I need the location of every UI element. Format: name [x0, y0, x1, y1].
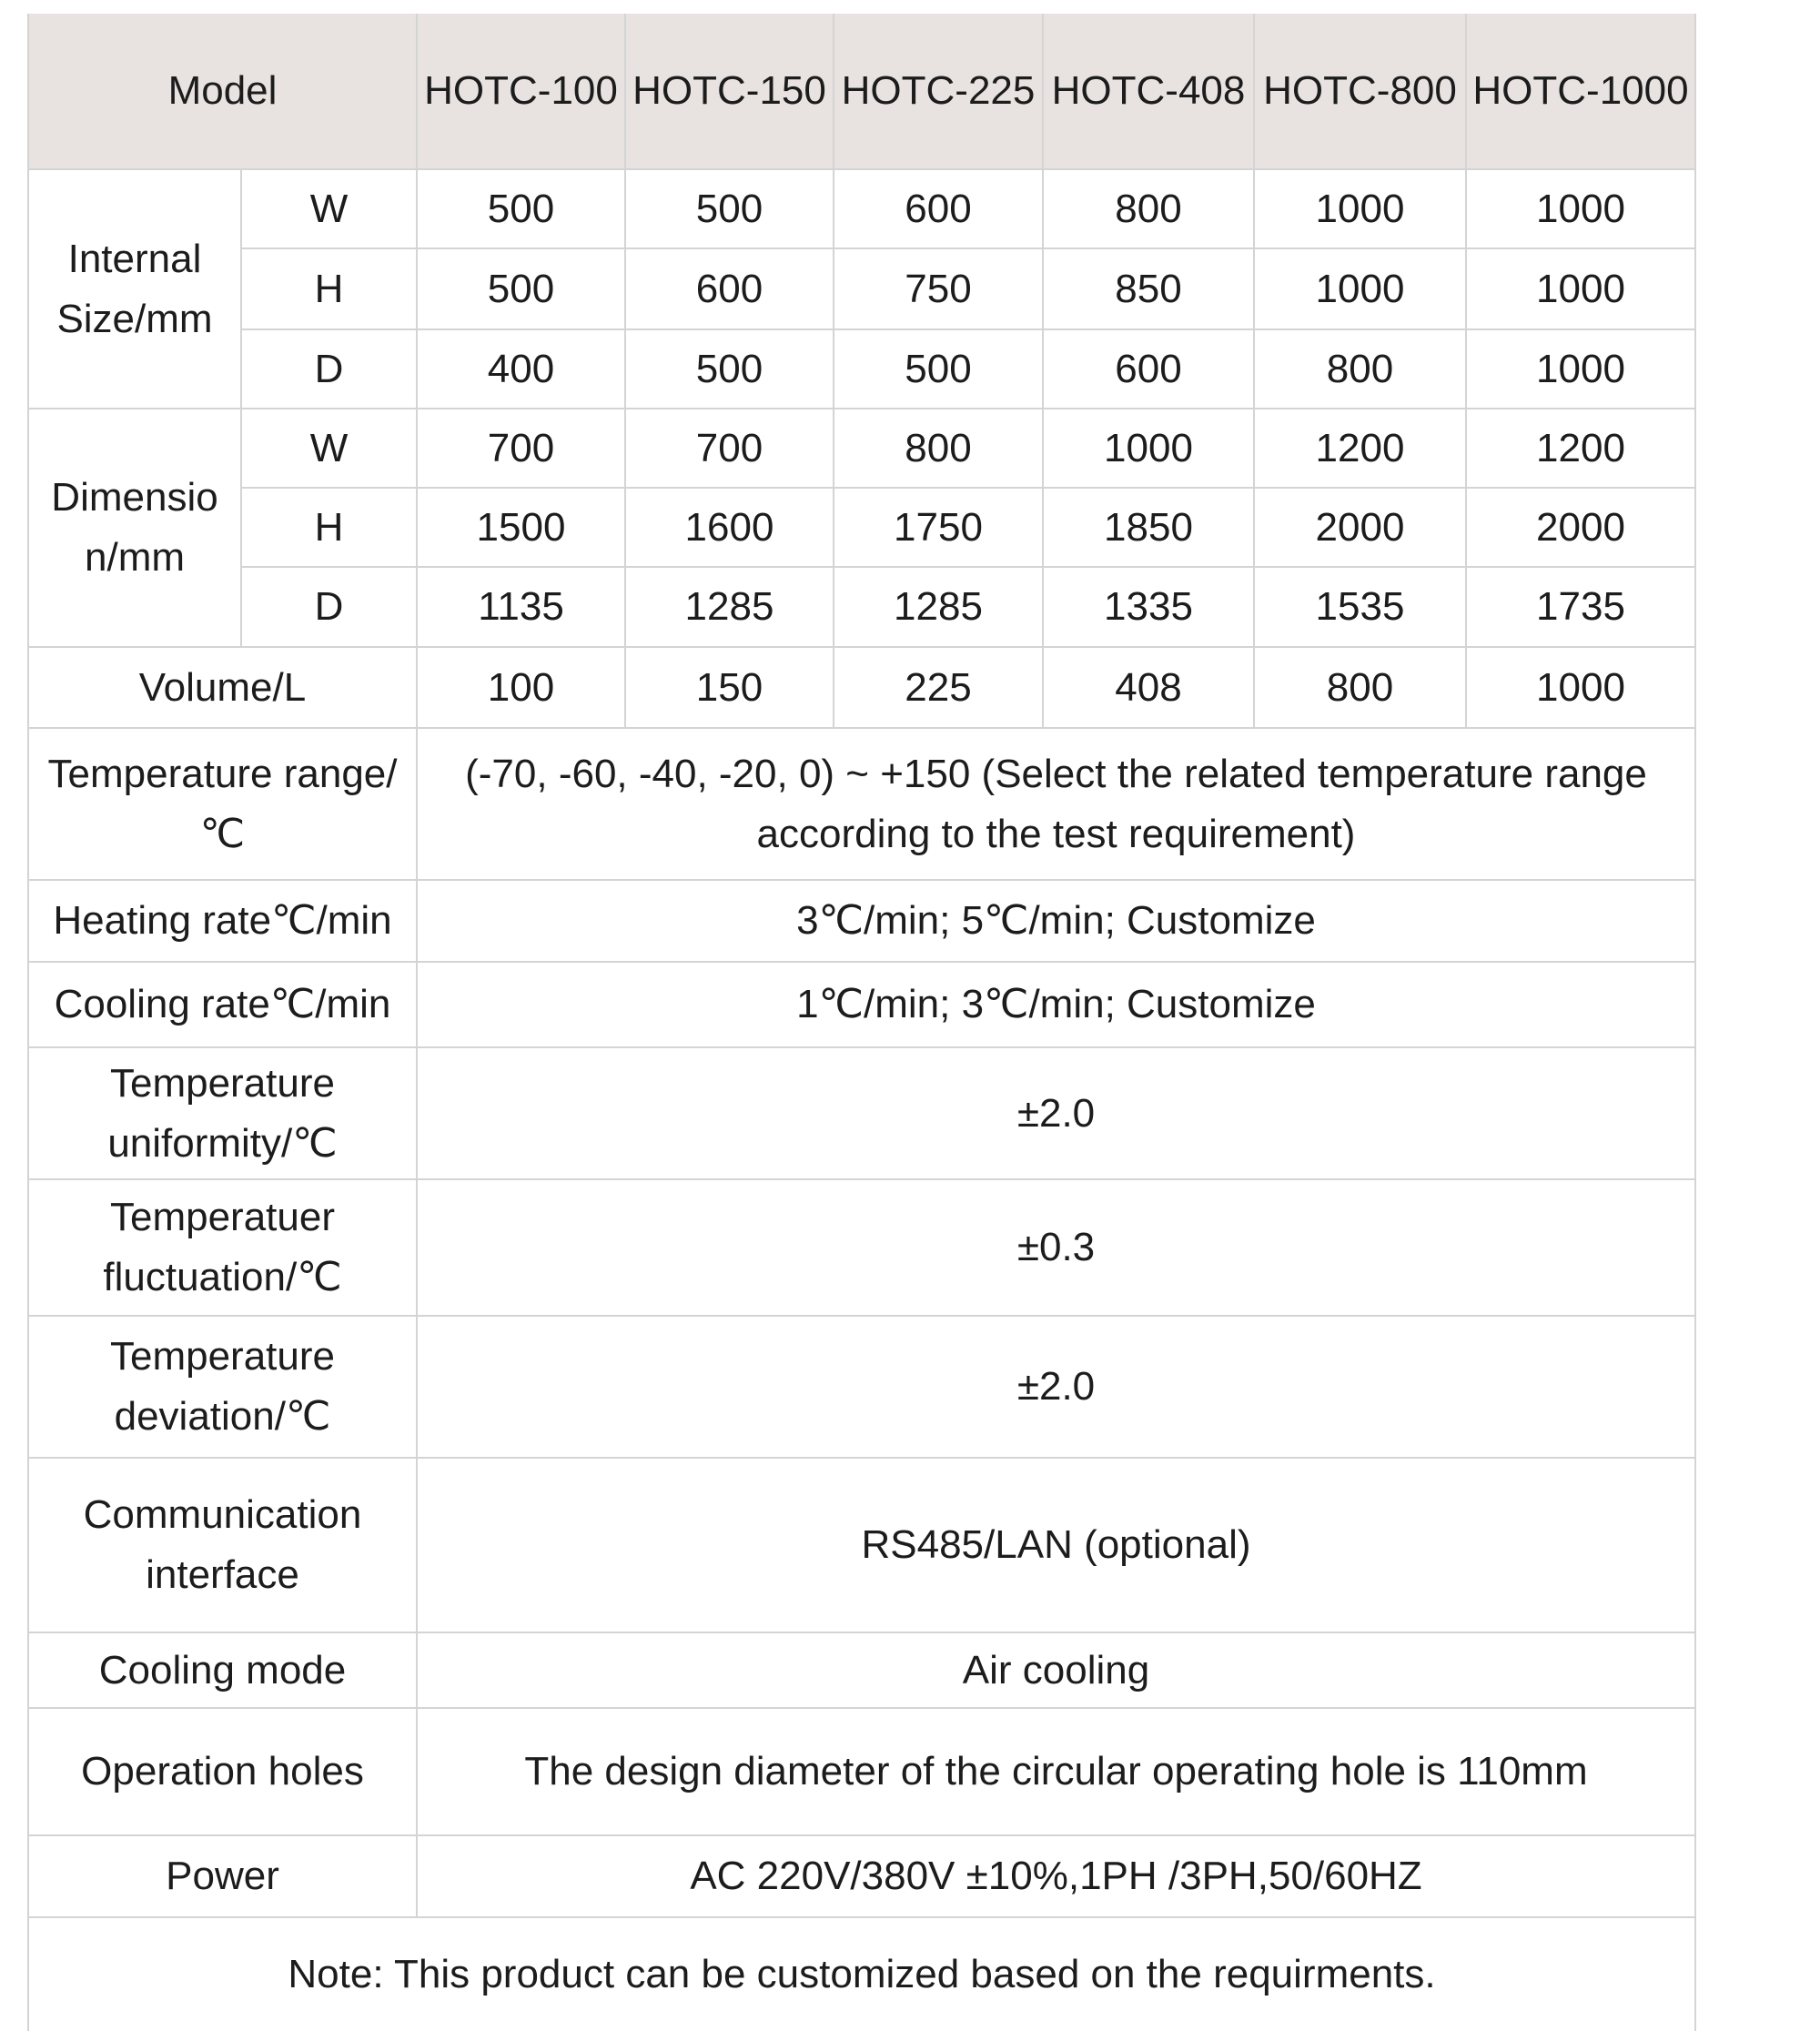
cooling-mode-value: Air cooling: [417, 1632, 1695, 1708]
model-header-hotc-150: HOTC-150: [625, 14, 834, 169]
value-cell: 800: [1254, 647, 1466, 728]
value-cell: 1000: [1043, 409, 1254, 488]
value-cell: 500: [625, 329, 834, 409]
value-cell: 2000: [1254, 488, 1466, 567]
dim-label-h: H: [241, 248, 417, 329]
model-header-hotc-800: HOTC-800: [1254, 14, 1466, 169]
operation-holes-value: The design diameter of the circular operating hole is 110mm: [417, 1708, 1695, 1835]
cooling-mode-label: Cooling mode: [28, 1632, 417, 1708]
temperature-fluctuation-label: Temperatuer fluctuation/℃: [28, 1179, 417, 1316]
value-cell: 1850: [1043, 488, 1254, 567]
power-value: AC 220V/380V ±10%,1PH /3PH,50/60HZ: [417, 1835, 1695, 1917]
value-cell: 1600: [625, 488, 834, 567]
value-cell: 750: [834, 248, 1043, 329]
value-cell: 600: [834, 169, 1043, 248]
internal-size-w-row: [28, 169, 1695, 248]
value-cell: 600: [625, 248, 834, 329]
model-header-hotc-225: HOTC-225: [834, 14, 1043, 169]
value-cell: 2000: [1466, 488, 1695, 567]
heating-rate-label: Heating rate℃/min: [28, 880, 417, 962]
volume-label: Volume/L: [28, 647, 417, 728]
dim-label-d: D: [241, 329, 417, 409]
model-header-hotc-100: HOTC-100: [417, 14, 625, 169]
temperature-range-value: (-70, -60, -40, -20, 0) ~ +150 (Select the related temperature range according to the test requirement): [417, 728, 1695, 880]
value-cell: 850: [1043, 248, 1254, 329]
temperature-deviation-label: Temperature deviation/℃: [28, 1316, 417, 1458]
value-cell: 1335: [1043, 567, 1254, 647]
operation-holes-row: [28, 1708, 1695, 1835]
temperature-range-label: Temperature range/℃: [28, 728, 417, 880]
model-header-hotc-408: HOTC-408: [1043, 14, 1254, 169]
value-cell: 1000: [1466, 169, 1695, 248]
communication-interface-label: Communication interface: [28, 1458, 417, 1632]
value-cell: 800: [834, 409, 1043, 488]
value-cell: 1135: [417, 567, 625, 647]
spec-table-container: [27, 14, 1696, 2031]
value-cell: 225: [834, 647, 1043, 728]
dim-label-h: H: [241, 488, 417, 567]
note-row: [28, 1917, 1695, 2031]
volume-row: [28, 647, 1695, 728]
temperature-fluctuation-row: [28, 1179, 1695, 1316]
temperature-range-row: [28, 728, 1695, 880]
value-cell: 1535: [1254, 567, 1466, 647]
note-text: Note: This product can be customized based on the requirments.: [28, 1917, 1695, 2031]
power-row: [28, 1835, 1695, 1917]
value-cell: 500: [834, 329, 1043, 409]
cooling-mode-row: [28, 1632, 1695, 1708]
cooling-rate-value: 1℃/min; 3℃/min; Customize: [417, 962, 1695, 1047]
temperature-uniformity-row: [28, 1047, 1695, 1179]
dimension-label: Dimension/mm: [28, 409, 241, 647]
value-cell: 700: [625, 409, 834, 488]
value-cell: 1000: [1254, 169, 1466, 248]
value-cell: 800: [1043, 169, 1254, 248]
communication-interface-row: [28, 1458, 1695, 1632]
power-label: Power: [28, 1835, 417, 1917]
spec-table: [27, 14, 1696, 2031]
header-row: [28, 14, 1695, 169]
dim-label-w: W: [241, 169, 417, 248]
temperature-uniformity-value: ±2.0: [417, 1047, 1695, 1179]
value-cell: 1285: [625, 567, 834, 647]
temperature-fluctuation-value: ±0.3: [417, 1179, 1695, 1316]
dimension-h-row: [28, 488, 1695, 567]
value-cell: 1000: [1466, 329, 1695, 409]
internal-size-label: Internal Size/mm: [28, 169, 241, 409]
communication-interface-value: RS485/LAN (optional): [417, 1458, 1695, 1632]
value-cell: 1750: [834, 488, 1043, 567]
value-cell: 1200: [1254, 409, 1466, 488]
cooling-rate-row: [28, 962, 1695, 1047]
internal-size-h-row: [28, 248, 1695, 329]
value-cell: 408: [1043, 647, 1254, 728]
heating-rate-value: 3℃/min; 5℃/min; Customize: [417, 880, 1695, 962]
dimension-w-row: [28, 409, 1695, 488]
value-cell: 1000: [1254, 248, 1466, 329]
heating-rate-row: [28, 880, 1695, 962]
model-header-hotc-1000: HOTC-1000: [1466, 14, 1695, 169]
value-cell: 800: [1254, 329, 1466, 409]
temperature-deviation-value: ±2.0: [417, 1316, 1695, 1458]
temperature-deviation-row: [28, 1316, 1695, 1458]
value-cell: 1285: [834, 567, 1043, 647]
dim-label-w: W: [241, 409, 417, 488]
value-cell: 500: [417, 248, 625, 329]
temperature-uniformity-label: Temperature uniformity/℃: [28, 1047, 417, 1179]
value-cell: 600: [1043, 329, 1254, 409]
value-cell: 1000: [1466, 647, 1695, 728]
operation-holes-label: Operation holes: [28, 1708, 417, 1835]
value-cell: 100: [417, 647, 625, 728]
internal-size-d-row: [28, 329, 1695, 409]
value-cell: 700: [417, 409, 625, 488]
dimension-d-row: [28, 567, 1695, 647]
dim-label-d: D: [241, 567, 417, 647]
cooling-rate-label: Cooling rate℃/min: [28, 962, 417, 1047]
value-cell: 400: [417, 329, 625, 409]
value-cell: 1500: [417, 488, 625, 567]
value-cell: 500: [417, 169, 625, 248]
value-cell: 1000: [1466, 248, 1695, 329]
value-cell: 500: [625, 169, 834, 248]
value-cell: 1200: [1466, 409, 1695, 488]
model-header-label: Model: [28, 14, 417, 169]
value-cell: 150: [625, 647, 834, 728]
value-cell: 1735: [1466, 567, 1695, 647]
